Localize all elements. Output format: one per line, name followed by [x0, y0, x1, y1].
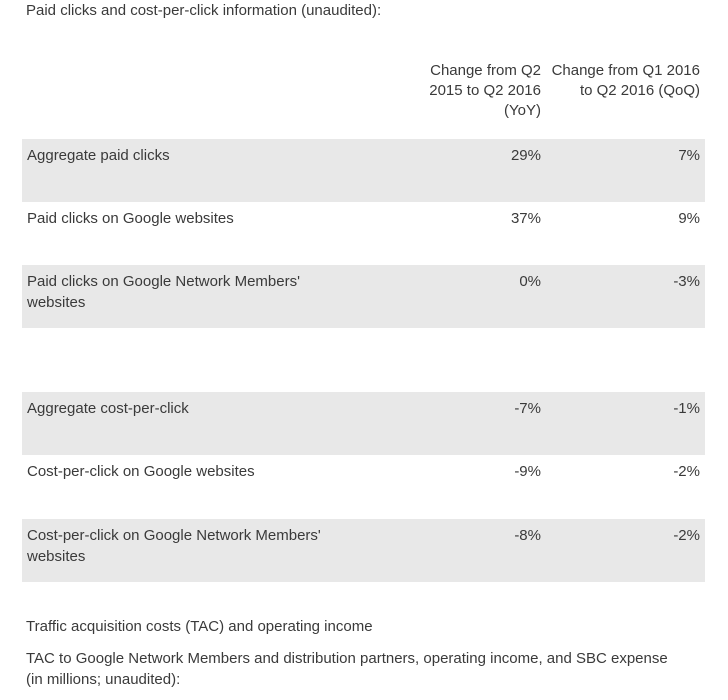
row-yoy-value: -8% — [514, 527, 541, 544]
section-title: Traffic acquisition costs (TAC) and operating income — [26, 618, 373, 635]
table-row — [22, 139, 705, 202]
column-header-qoq — [540, 61, 700, 101]
row-label: Cost-per-click on Google Network Members' websites — [27, 527, 321, 565]
row-label: Paid clicks on Google websites — [27, 210, 234, 227]
row-yoy-value: 37% — [510, 210, 541, 227]
column-header-yoy-line: 2015 to Q2 2016 — [429, 82, 541, 99]
row-label: Aggregate paid clicks — [27, 147, 170, 164]
row-label: Cost-per-click on Google websites — [27, 463, 255, 480]
row-label: Aggregate cost-per-click — [27, 400, 189, 417]
row-yoy-value: -7% — [514, 400, 541, 417]
row-qoq-value: -1% — [673, 400, 700, 417]
column-header-yoy — [401, 61, 541, 121]
column-header-qoq-line: Change from Q1 2016 — [551, 62, 700, 79]
table-row — [22, 392, 705, 455]
row-label: Paid clicks on Google Network Members' websites — [27, 273, 300, 311]
column-header-yoy-line: (YoY) — [504, 102, 541, 119]
table-row — [22, 265, 705, 328]
row-qoq-value: 7% — [678, 147, 700, 164]
row-qoq-value: -3% — [673, 273, 700, 290]
row-yoy-value: -9% — [514, 463, 541, 480]
section-description: TAC to Google Network Members and distribution partners, operating income, and SBC expense (in millions; unaudited): — [26, 650, 668, 688]
row-qoq-value: -2% — [673, 527, 700, 544]
row-yoy-value: 0% — [519, 273, 541, 290]
table-row — [22, 202, 705, 265]
table-row — [22, 455, 705, 518]
column-header-qoq-line: to Q2 2016 (QoQ) — [579, 82, 700, 99]
column-header-yoy-line: Change from Q2 — [430, 62, 541, 79]
row-qoq-value: 9% — [678, 210, 700, 227]
row-qoq-value: -2% — [673, 463, 700, 480]
row-yoy-value: 29% — [510, 147, 541, 164]
table-row — [22, 519, 705, 582]
table-intro: Paid clicks and cost-per-click information (unaudited): — [26, 2, 382, 19]
